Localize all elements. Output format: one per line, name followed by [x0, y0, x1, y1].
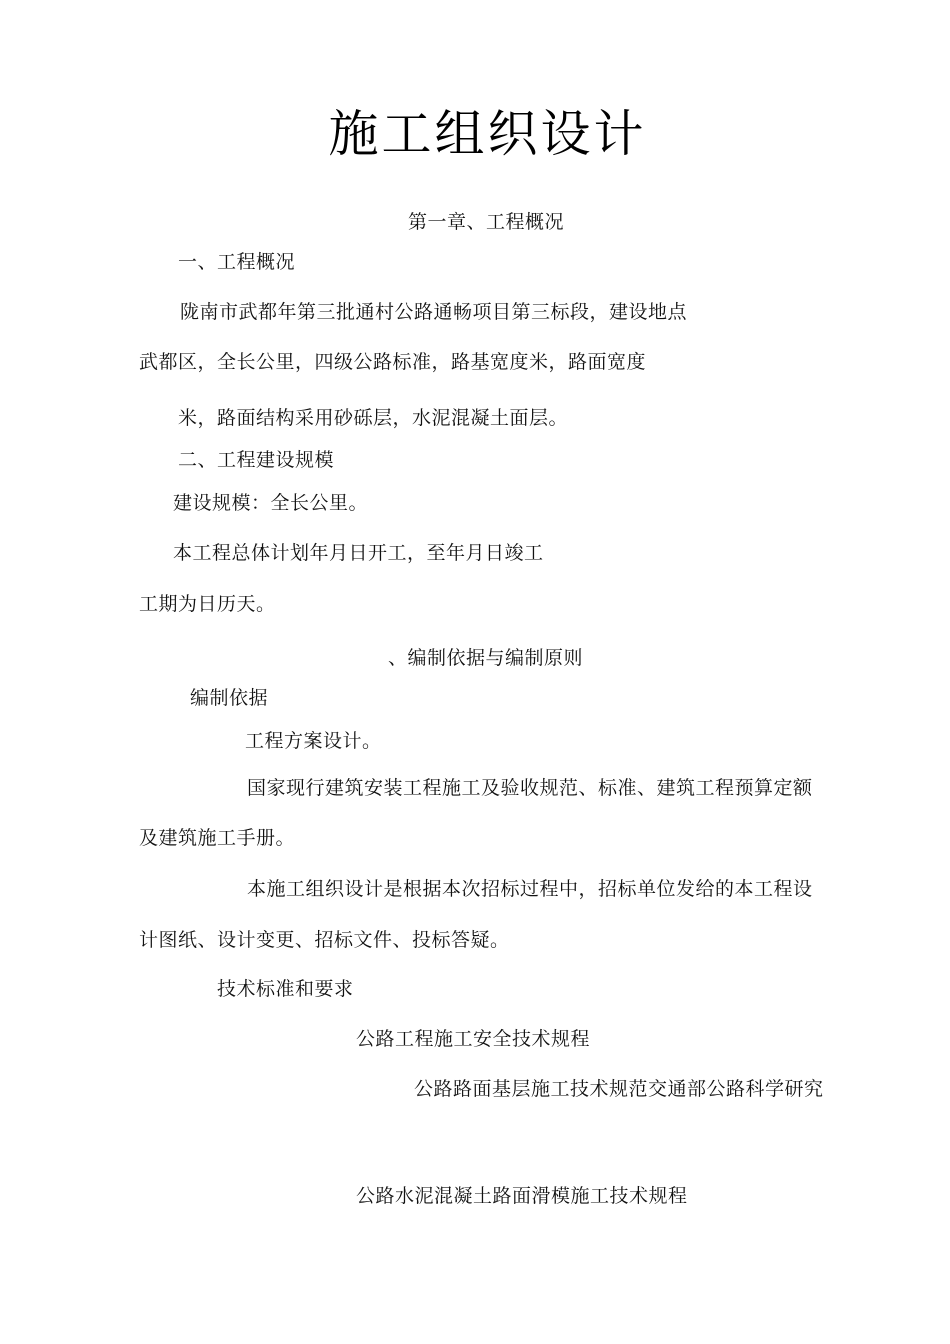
basis-item-3-line1: 本施工组织设计是根据本次招标过程中，招标单位发给的本工程设: [247, 878, 813, 900]
basis-item-2-line2: 及建筑施工手册。: [139, 827, 296, 849]
basis-heading: 编制依据: [190, 687, 269, 709]
section1-paragraph-line1: 陇南市武都年第三批通村公路通畅项目第三标段，建设地点: [180, 301, 688, 323]
tech-item-2: 公路路面基层施工技术规范交通部公路科学研究: [414, 1078, 824, 1100]
tech-item-1: 公路工程施工安全技术规程: [356, 1028, 591, 1050]
basis-item-2-line1: 国家现行建筑安装工程施工及验收规范、标准、建筑工程预算定额: [247, 777, 813, 799]
basis-item-1: 工程方案设计。: [245, 730, 382, 752]
tech-heading: 技术标准和要求: [217, 978, 354, 1000]
section1-heading: 一、工程概况: [178, 251, 296, 273]
tech-item-3: 公路水泥混凝土路面滑模施工技术规程: [356, 1185, 688, 1207]
section1-paragraph-line3: 米，路面结构采用砂砾层，水泥混凝土面层。: [178, 407, 569, 429]
section2-heading: 二、工程建设规模: [178, 449, 335, 471]
section2-schedule-line2: 工期为日历天。: [139, 593, 276, 615]
document-title: 施工组织设计: [328, 105, 647, 163]
basis-item-3-line2: 计图纸、设计变更、招标文件、投标答疑。: [139, 929, 510, 951]
section2-schedule-line1: 本工程总体计划年月日开工，至年月日竣工: [173, 542, 544, 564]
chapter-heading: 第一章、工程概况: [408, 211, 565, 233]
section1-paragraph-line2: 武都区，全长公里，四级公路标准，路基宽度米，路面宽度: [139, 351, 647, 373]
chapter2-heading: 、编制依据与编制原则: [388, 647, 584, 669]
section2-scale: 建设规模：全长公里。: [173, 492, 369, 514]
